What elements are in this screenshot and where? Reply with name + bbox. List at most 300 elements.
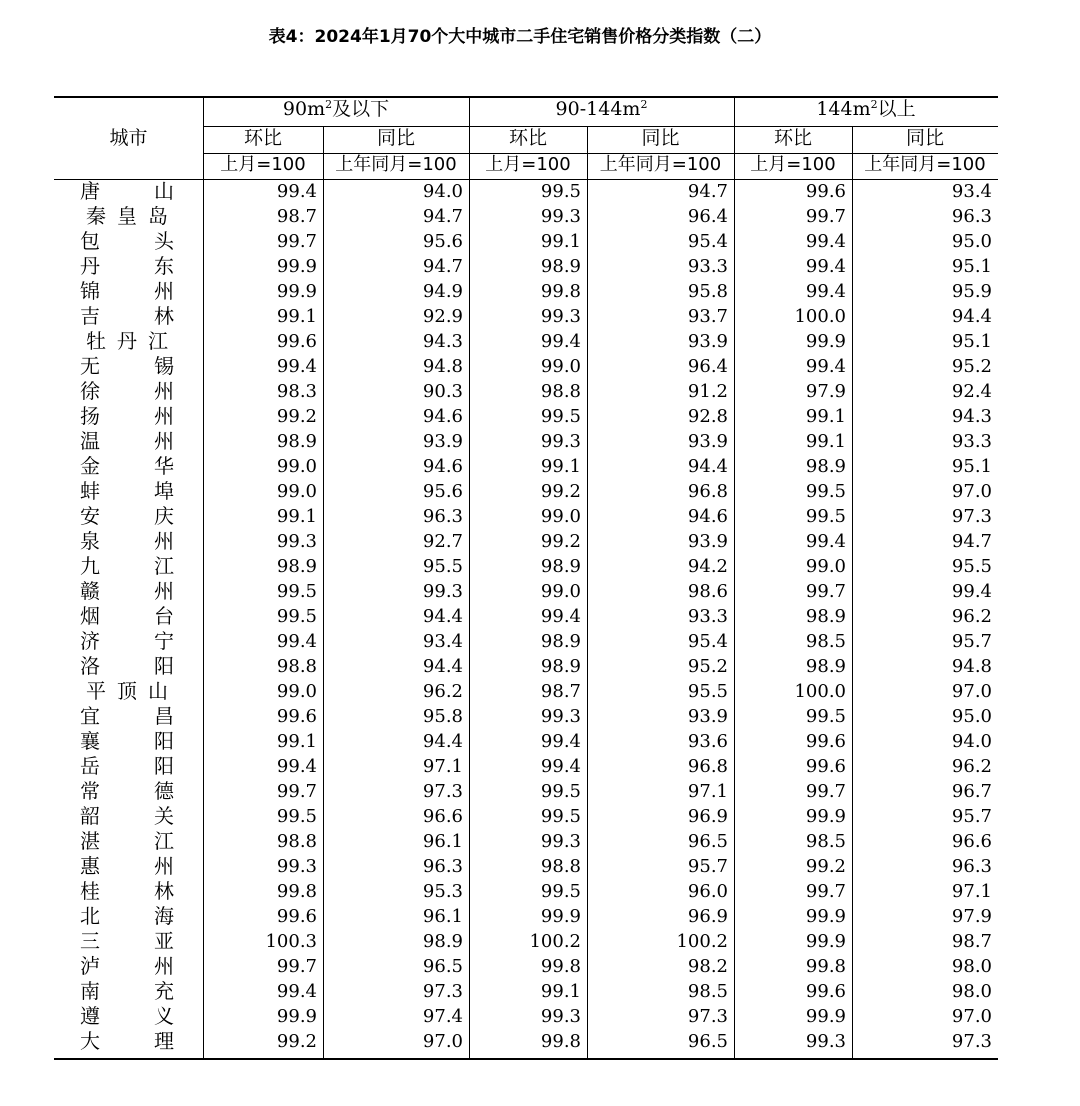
yoy-index-value: 95.6 — [422, 481, 463, 502]
mom-index-value: 98.5 — [805, 831, 846, 852]
city-name-char: 烟 — [80, 604, 100, 628]
yoy-index-value: 96.2 — [422, 681, 463, 702]
yoy-index-value: 97.0 — [951, 681, 992, 702]
mom-index-value: 99.2 — [805, 856, 846, 877]
mom-index-value: 99.6 — [276, 706, 317, 727]
yoy-index-value: 95.5 — [951, 556, 992, 577]
yoy-index-value: 98.6 — [687, 581, 728, 602]
yoy-index-value: 98.0 — [951, 981, 992, 1002]
yoy-index-value: 95.2 — [951, 356, 992, 377]
yoy-index-value: 97.1 — [422, 756, 463, 777]
yoy-index-value: 96.5 — [687, 831, 728, 852]
yoy-index-value: 95.4 — [687, 631, 728, 652]
area-group-label: 144m — [816, 98, 871, 120]
yoy-index-value: 94.4 — [687, 456, 728, 477]
mom-index-value: 99.6 — [805, 981, 846, 1002]
mom-index-value: 99.4 — [276, 631, 317, 652]
yoy-index-value: 95.7 — [951, 806, 992, 827]
yoy-index-value: 93.7 — [687, 306, 728, 327]
city-name-char: 州 — [154, 579, 174, 603]
table-row — [54, 930, 998, 955]
city-name-char: 包 — [80, 229, 100, 253]
mom-index-value: 99.4 — [540, 331, 581, 352]
yoy-index-value: 93.3 — [951, 431, 992, 452]
yoy-index-value: 96.2 — [951, 756, 992, 777]
mom-index-value: 100.3 — [265, 931, 317, 952]
mom-index-value: 99.1 — [276, 731, 317, 752]
city-name — [54, 855, 203, 880]
city-name — [54, 680, 203, 705]
mom-index-value: 99.6 — [276, 906, 317, 927]
mom-index-value: 99.1 — [540, 456, 581, 477]
table-row — [54, 330, 998, 355]
city-name-char: 义 — [154, 1004, 174, 1028]
mom-index-value: 99.0 — [540, 356, 581, 377]
table-row — [54, 855, 998, 880]
yoy-index-value: 94.7 — [951, 531, 992, 552]
table-row — [54, 730, 998, 755]
city-name-char: 山 — [154, 179, 174, 203]
mom-index-value: 100.0 — [794, 681, 846, 702]
yoy-index-value: 96.5 — [687, 1031, 728, 1052]
city-name — [54, 330, 203, 355]
city-name-char: 赣 — [80, 579, 100, 603]
mom-index-value: 99.4 — [276, 356, 317, 377]
city-name-char: 东 — [154, 254, 174, 278]
city-name-char: 海 — [154, 904, 174, 928]
mom-index-value: 98.7 — [276, 206, 317, 227]
yoy-index-value: 96.9 — [687, 906, 728, 927]
yoy-index-value: 94.0 — [422, 181, 463, 202]
mom-index-value: 99.7 — [805, 206, 846, 227]
yoy-index-value: 96.0 — [687, 881, 728, 902]
yoy-index-value: 94.7 — [687, 181, 728, 202]
city-name — [54, 905, 203, 930]
mom-index-value: 99.5 — [540, 181, 581, 202]
yoy-index-value: 97.0 — [951, 1006, 992, 1027]
city-name-char: 阳 — [154, 729, 174, 753]
table-row — [54, 955, 998, 980]
mom-index-value: 99.9 — [276, 1006, 317, 1027]
city-name — [54, 480, 203, 505]
mom-index-value: 99.5 — [805, 481, 846, 502]
base-period-header: 上月=100 — [220, 154, 306, 175]
city-name-char: 济 — [80, 629, 100, 653]
city-name-char: 秦 — [86, 204, 106, 228]
mom-index-value: 99.3 — [540, 431, 581, 452]
city-name-char: 皇 — [117, 204, 137, 228]
area-group-suffix: 以上 — [877, 98, 916, 120]
city-name-char: 林 — [154, 304, 174, 328]
city-name — [54, 180, 203, 205]
mom-index-value: 99.0 — [276, 481, 317, 502]
yoy-index-value: 98.0 — [951, 956, 992, 977]
city-name — [54, 955, 203, 980]
mom-index-value: 99.0 — [540, 506, 581, 527]
city-name-char: 州 — [154, 954, 174, 978]
mom-index-value: 99.6 — [805, 181, 846, 202]
mom-index-value: 99.6 — [276, 331, 317, 352]
yoy-header: 同比 — [641, 127, 680, 149]
mom-index-value: 98.9 — [805, 656, 846, 677]
city-name-char: 头 — [154, 229, 174, 253]
city-name-char: 安 — [80, 504, 100, 528]
mom-index-value: 98.8 — [276, 656, 317, 677]
table-row — [54, 680, 998, 705]
city-name — [54, 530, 203, 555]
table-row — [54, 530, 998, 555]
yoy-index-value: 96.9 — [687, 806, 728, 827]
mom-index-value: 99.5 — [540, 806, 581, 827]
yoy-index-value: 98.7 — [951, 931, 992, 952]
city-name — [54, 355, 203, 380]
city-name-char: 阳 — [154, 654, 174, 678]
area-group-header — [734, 98, 998, 120]
yoy-index-value: 95.5 — [687, 681, 728, 702]
yoy-index-value: 96.3 — [951, 206, 992, 227]
city-name — [54, 805, 203, 830]
mom-index-value: 99.5 — [805, 506, 846, 527]
table-row — [54, 980, 998, 1005]
mom-index-value: 99.8 — [540, 281, 581, 302]
yoy-index-value: 97.3 — [422, 781, 463, 802]
base-period-header: 上年同月=100 — [335, 154, 457, 175]
city-name-char: 泸 — [80, 954, 100, 978]
yoy-index-value: 94.7 — [422, 256, 463, 277]
mom-index-value: 99.0 — [276, 681, 317, 702]
mom-index-value: 99.4 — [540, 756, 581, 777]
mom-index-value: 99.1 — [540, 231, 581, 252]
yoy-index-value: 96.7 — [951, 781, 992, 802]
mom-index-value: 99.5 — [276, 806, 317, 827]
yoy-index-value: 95.7 — [951, 631, 992, 652]
city-name-char: 北 — [80, 904, 100, 928]
city-name — [54, 630, 203, 655]
mom-index-value: 99.4 — [805, 531, 846, 552]
table-row — [54, 405, 998, 430]
yoy-index-value: 95.2 — [687, 656, 728, 677]
yoy-index-value: 95.1 — [951, 256, 992, 277]
yoy-index-value: 93.9 — [422, 431, 463, 452]
table-bottom-rule — [54, 1058, 998, 1060]
mom-index-value: 99.4 — [805, 356, 846, 377]
city-name-char: 关 — [154, 804, 174, 828]
yoy-index-value: 90.3 — [422, 381, 463, 402]
city-name — [54, 505, 203, 530]
city-name — [54, 830, 203, 855]
mom-index-value: 99.9 — [276, 256, 317, 277]
city-name — [54, 430, 203, 455]
mom-index-value: 99.1 — [276, 306, 317, 327]
mom-index-value: 99.8 — [276, 881, 317, 902]
yoy-index-value: 92.4 — [951, 381, 992, 402]
table-row — [54, 1005, 998, 1030]
city-name-char: 惠 — [80, 854, 100, 878]
city-name-char: 山 — [148, 679, 168, 703]
yoy-index-value: 96.3 — [422, 856, 463, 877]
mom-index-value: 99.0 — [540, 581, 581, 602]
yoy-index-value: 94.9 — [422, 281, 463, 302]
city-column-header: 城市 — [109, 127, 148, 149]
city-name-char: 九 — [80, 554, 100, 578]
city-name-char: 江 — [154, 554, 174, 578]
table-row — [54, 430, 998, 455]
yoy-index-value: 97.3 — [687, 1006, 728, 1027]
area-group-suffix: 及以下 — [332, 98, 390, 120]
city-name — [54, 1005, 203, 1030]
mom-index-value: 99.2 — [276, 406, 317, 427]
yoy-index-value: 96.4 — [687, 356, 728, 377]
city-name-char: 金 — [80, 454, 100, 478]
mom-index-value: 99.5 — [276, 581, 317, 602]
yoy-index-value: 95.6 — [422, 231, 463, 252]
mom-index-value: 99.9 — [805, 331, 846, 352]
yoy-index-value: 96.4 — [687, 206, 728, 227]
mom-index-value: 99.4 — [276, 756, 317, 777]
mom-index-value: 99.9 — [276, 281, 317, 302]
city-name-char: 无 — [80, 354, 100, 378]
yoy-index-value: 94.6 — [687, 506, 728, 527]
city-name-char: 台 — [154, 604, 174, 628]
table-row — [54, 605, 998, 630]
yoy-header: 同比 — [905, 127, 944, 149]
city-name-char: 顶 — [117, 679, 137, 703]
mom-index-value: 98.9 — [540, 256, 581, 277]
table-row — [54, 630, 998, 655]
city-name-char: 德 — [154, 779, 174, 803]
city-name-char: 三 — [80, 929, 100, 953]
yoy-header: 同比 — [376, 127, 415, 149]
mom-index-value: 99.5 — [540, 881, 581, 902]
mom-index-value: 98.9 — [805, 606, 846, 627]
city-name — [54, 1030, 203, 1055]
city-name-char: 大 — [80, 1029, 100, 1053]
mom-index-value: 99.7 — [276, 231, 317, 252]
mom-index-value: 99.3 — [540, 206, 581, 227]
yoy-index-value: 99.3 — [422, 581, 463, 602]
city-name-char: 牡 — [86, 329, 106, 353]
area-unit-superscript: 2 — [870, 98, 878, 111]
city-name-char: 州 — [154, 529, 174, 553]
yoy-index-value: 93.9 — [687, 431, 728, 452]
city-name-char: 昌 — [154, 704, 174, 728]
mom-index-value: 99.3 — [540, 306, 581, 327]
table-row — [54, 280, 998, 305]
mom-index-value: 99.5 — [540, 406, 581, 427]
yoy-index-value: 94.0 — [951, 731, 992, 752]
mom-index-value: 99.5 — [276, 606, 317, 627]
yoy-index-value: 97.0 — [951, 481, 992, 502]
yoy-index-value: 98.2 — [687, 956, 728, 977]
yoy-index-value: 92.7 — [422, 531, 463, 552]
table-row — [54, 880, 998, 905]
yoy-index-value: 92.8 — [687, 406, 728, 427]
mom-index-value: 99.4 — [276, 181, 317, 202]
mom-index-value: 98.9 — [805, 456, 846, 477]
mom-index-value: 99.0 — [805, 556, 846, 577]
mom-index-value: 99.3 — [276, 531, 317, 552]
mom-index-value: 99.3 — [540, 1006, 581, 1027]
city-name — [54, 880, 203, 905]
city-name — [54, 380, 203, 405]
mom-index-value: 99.7 — [276, 956, 317, 977]
table-row — [54, 355, 998, 380]
mom-index-value: 98.9 — [276, 431, 317, 452]
mom-index-value: 99.2 — [540, 481, 581, 502]
city-name — [54, 705, 203, 730]
mom-index-value: 99.7 — [805, 881, 846, 902]
mom-index-value: 99.0 — [276, 456, 317, 477]
city-name-char: 遵 — [80, 1004, 100, 1028]
city-name-char: 桂 — [80, 879, 100, 903]
mom-index-value: 99.3 — [276, 856, 317, 877]
mom-index-value: 97.9 — [805, 381, 846, 402]
mom-index-value: 98.9 — [540, 656, 581, 677]
yoy-index-value: 93.6 — [687, 731, 728, 752]
yoy-index-value: 95.9 — [951, 281, 992, 302]
area-unit-superscript: 2 — [325, 98, 333, 111]
city-name-char: 江 — [148, 329, 168, 353]
mom-index-value: 99.4 — [805, 281, 846, 302]
city-name-char: 南 — [80, 979, 100, 1003]
yoy-index-value: 96.3 — [422, 506, 463, 527]
table-row — [54, 655, 998, 680]
area-group-header — [469, 98, 734, 120]
city-name-char: 湛 — [80, 829, 100, 853]
yoy-index-value: 94.4 — [951, 306, 992, 327]
city-name — [54, 280, 203, 305]
yoy-index-value: 94.4 — [422, 656, 463, 677]
table-row — [54, 255, 998, 280]
yoy-index-value: 93.4 — [951, 181, 992, 202]
mom-index-value: 99.3 — [540, 831, 581, 852]
yoy-index-value: 97.4 — [422, 1006, 463, 1027]
yoy-index-value: 96.3 — [951, 856, 992, 877]
city-name-char: 州 — [154, 404, 174, 428]
mom-index-value: 99.1 — [805, 431, 846, 452]
yoy-index-value: 98.9 — [422, 931, 463, 952]
mom-index-value: 99.9 — [805, 906, 846, 927]
city-name — [54, 755, 203, 780]
yoy-index-value: 94.7 — [422, 206, 463, 227]
mom-index-value: 99.2 — [540, 531, 581, 552]
mom-index-value: 99.6 — [805, 731, 846, 752]
city-name — [54, 605, 203, 630]
city-name-char: 埠 — [154, 479, 174, 503]
yoy-index-value: 95.0 — [951, 706, 992, 727]
city-name — [54, 255, 203, 280]
mom-index-value: 99.4 — [540, 606, 581, 627]
city-name-char: 岳 — [80, 754, 100, 778]
table-row — [54, 705, 998, 730]
base-period-header: 上月=100 — [485, 154, 571, 175]
mom-index-value: 98.9 — [540, 556, 581, 577]
city-name-char: 徐 — [80, 379, 100, 403]
mom-index-value: 99.3 — [540, 706, 581, 727]
city-name — [54, 205, 203, 230]
mom-index-value: 99.3 — [805, 1031, 846, 1052]
city-name-char: 洛 — [80, 654, 100, 678]
mom-index-value: 99.8 — [540, 956, 581, 977]
yoy-index-value: 96.1 — [422, 906, 463, 927]
table-row — [54, 755, 998, 780]
mom-index-value: 98.5 — [805, 631, 846, 652]
city-name-char: 亚 — [154, 929, 174, 953]
yoy-index-value: 98.5 — [687, 981, 728, 1002]
mom-index-value: 99.4 — [276, 981, 317, 1002]
city-name-char: 岛 — [148, 204, 168, 228]
city-name-char: 州 — [154, 279, 174, 303]
yoy-index-value: 96.8 — [687, 481, 728, 502]
yoy-index-value: 94.3 — [422, 331, 463, 352]
yoy-index-value: 97.1 — [951, 881, 992, 902]
table-row — [54, 555, 998, 580]
table-row — [54, 180, 998, 205]
mom-header: 环比 — [773, 127, 812, 149]
city-name-char: 襄 — [80, 729, 100, 753]
city-name — [54, 980, 203, 1005]
yoy-index-value: 97.3 — [422, 981, 463, 1002]
mom-index-value: 98.8 — [540, 381, 581, 402]
yoy-index-value: 97.3 — [951, 506, 992, 527]
city-name-char: 蚌 — [80, 479, 100, 503]
city-name — [54, 930, 203, 955]
mom-index-value: 99.5 — [540, 781, 581, 802]
city-name — [54, 305, 203, 330]
city-name-char: 宁 — [154, 629, 174, 653]
yoy-index-value: 93.9 — [687, 331, 728, 352]
yoy-index-value: 96.6 — [422, 806, 463, 827]
mom-index-value: 99.9 — [805, 806, 846, 827]
city-name-char: 锡 — [154, 354, 174, 378]
yoy-index-value: 97.3 — [951, 1031, 992, 1052]
base-period-header: 上年同月=100 — [599, 154, 722, 175]
yoy-index-value: 93.3 — [687, 606, 728, 627]
city-name-char: 丹 — [80, 254, 100, 278]
mom-index-value: 99.4 — [805, 256, 846, 277]
city-name — [54, 555, 203, 580]
mom-header: 环比 — [243, 127, 282, 149]
city-name-char: 庆 — [154, 504, 174, 528]
table-row — [54, 805, 998, 830]
yoy-index-value: 94.8 — [422, 356, 463, 377]
yoy-index-value: 94.4 — [422, 731, 463, 752]
yoy-index-value: 96.2 — [951, 606, 992, 627]
city-name-char: 宜 — [80, 704, 100, 728]
yoy-index-value: 96.1 — [422, 831, 463, 852]
table-row — [54, 905, 998, 930]
city-name-char: 平 — [86, 679, 106, 703]
yoy-index-value: 91.2 — [687, 381, 728, 402]
city-name-char: 泉 — [80, 529, 100, 553]
area-group-label: 90m — [282, 98, 326, 120]
city-name-char: 丹 — [117, 329, 137, 353]
city-name — [54, 580, 203, 605]
yoy-index-value: 94.6 — [422, 406, 463, 427]
yoy-index-value: 94.4 — [422, 606, 463, 627]
base-period-header: 上月=100 — [750, 154, 836, 175]
yoy-index-value: 94.6 — [422, 456, 463, 477]
mom-index-value: 99.8 — [540, 1031, 581, 1052]
yoy-index-value: 95.8 — [687, 281, 728, 302]
city-name-char: 温 — [80, 429, 100, 453]
city-name-char: 阳 — [154, 754, 174, 778]
city-name — [54, 455, 203, 480]
table-row — [54, 505, 998, 530]
city-name — [54, 655, 203, 680]
yoy-index-value: 94.8 — [951, 656, 992, 677]
city-name-char: 华 — [154, 454, 174, 478]
